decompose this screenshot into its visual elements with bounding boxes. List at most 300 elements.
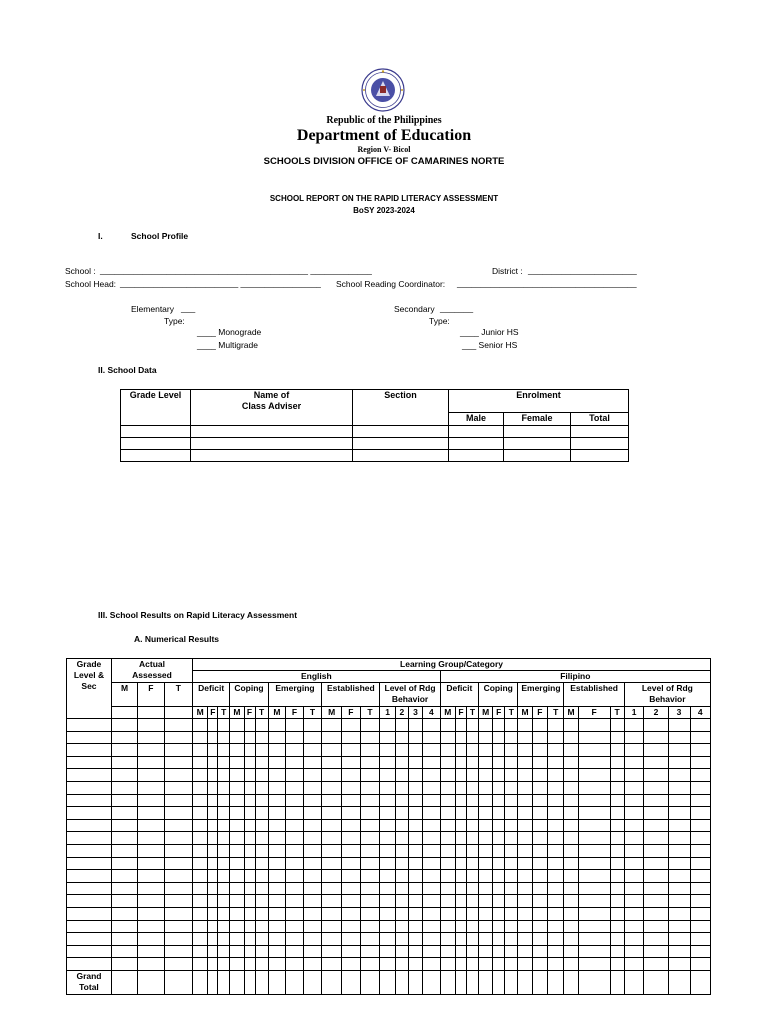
table-cell[interactable] [624, 769, 644, 782]
table-cell[interactable] [423, 832, 441, 845]
table-cell[interactable] [440, 907, 455, 920]
table-cell[interactable] [624, 882, 644, 895]
table-cell[interactable] [67, 844, 112, 857]
table-cell[interactable] [322, 819, 342, 832]
table-cell[interactable] [505, 933, 518, 946]
table-cell[interactable] [380, 807, 395, 820]
table-cell[interactable] [564, 719, 578, 732]
table-cell[interactable] [164, 781, 193, 794]
table-cell[interactable] [111, 744, 137, 757]
table-cell[interactable] [208, 781, 218, 794]
table-cell[interactable] [342, 958, 361, 971]
table-cell[interactable] [380, 933, 395, 946]
table-cell[interactable] [408, 970, 422, 994]
table-cell[interactable] [193, 920, 208, 933]
table-cell[interactable] [668, 781, 690, 794]
table-cell[interactable] [342, 907, 361, 920]
table-cell[interactable] [255, 958, 268, 971]
table-cell[interactable] [423, 844, 441, 857]
table-cell[interactable] [67, 945, 112, 958]
table-cell[interactable] [564, 756, 578, 769]
table-cell[interactable] [518, 895, 532, 908]
table-cell[interactable] [578, 933, 610, 946]
table-cell[interactable] [322, 832, 342, 845]
table-cell[interactable] [322, 907, 342, 920]
table-cell[interactable] [322, 945, 342, 958]
table-cell[interactable] [380, 970, 395, 994]
table-cell[interactable] [690, 794, 711, 807]
table-cell[interactable] [456, 756, 467, 769]
table-cell[interactable] [644, 933, 668, 946]
table-cell[interactable] [456, 970, 467, 994]
table-cell[interactable] [342, 781, 361, 794]
table-cell[interactable] [440, 882, 455, 895]
table-cell[interactable] [268, 920, 286, 933]
table-cell[interactable] [208, 970, 218, 994]
table-cell[interactable] [624, 819, 644, 832]
table-cell[interactable] [138, 870, 164, 883]
table-cell[interactable] [218, 882, 230, 895]
table-cell[interactable] [493, 958, 505, 971]
table-cell[interactable] [423, 958, 441, 971]
table-cell[interactable] [193, 819, 208, 832]
table-cell[interactable] [360, 731, 380, 744]
table-cell[interactable] [479, 970, 493, 994]
table-cell[interactable] [408, 781, 422, 794]
table-cell[interactable] [564, 731, 578, 744]
table-cell[interactable] [230, 781, 244, 794]
table-cell[interactable] [644, 882, 668, 895]
table-cell[interactable] [380, 819, 395, 832]
table-cell[interactable] [423, 781, 441, 794]
table-cell[interactable] [440, 731, 455, 744]
table-cell[interactable] [456, 794, 467, 807]
table-cell[interactable] [380, 870, 395, 883]
table-cell[interactable] [395, 895, 408, 908]
table-cell[interactable] [164, 731, 193, 744]
table-cell[interactable] [218, 857, 230, 870]
table-cell[interactable] [255, 781, 268, 794]
table-cell[interactable] [423, 970, 441, 994]
table-cell[interactable] [193, 882, 208, 895]
table-cell[interactable] [548, 933, 564, 946]
table-cell[interactable] [230, 719, 244, 732]
table-cell[interactable] [690, 958, 711, 971]
table-cell[interactable] [286, 794, 304, 807]
table-cell[interactable] [423, 807, 441, 820]
table-cell[interactable] [578, 958, 610, 971]
table-cell[interactable] [505, 719, 518, 732]
table-cell[interactable] [303, 807, 322, 820]
table-cell[interactable] [380, 958, 395, 971]
table-cell[interactable] [548, 870, 564, 883]
table-cell[interactable] [456, 945, 467, 958]
table-cell[interactable] [610, 844, 624, 857]
table-cell[interactable] [505, 857, 518, 870]
table-cell[interactable] [548, 920, 564, 933]
table-cell[interactable] [423, 870, 441, 883]
table-cell[interactable] [360, 819, 380, 832]
table-cell[interactable] [380, 769, 395, 782]
table-cell[interactable] [121, 450, 191, 462]
table-cell[interactable] [193, 844, 208, 857]
table-cell[interactable] [564, 832, 578, 845]
table-cell[interactable] [479, 958, 493, 971]
table-cell[interactable] [67, 832, 112, 845]
table-cell[interactable] [208, 933, 218, 946]
table-cell[interactable] [286, 781, 304, 794]
table-cell[interactable] [244, 958, 255, 971]
table-cell[interactable] [164, 882, 193, 895]
table-cell[interactable] [342, 769, 361, 782]
table-cell[interactable] [286, 844, 304, 857]
table-cell[interactable] [286, 882, 304, 895]
table-cell[interactable] [255, 719, 268, 732]
table-cell[interactable] [564, 819, 578, 832]
table-cell[interactable] [578, 794, 610, 807]
table-cell[interactable] [408, 769, 422, 782]
table-cell[interactable] [423, 794, 441, 807]
table-cell[interactable] [303, 970, 322, 994]
table-cell[interactable] [408, 719, 422, 732]
table-cell[interactable] [360, 920, 380, 933]
table-cell[interactable] [466, 920, 478, 933]
table-cell[interactable] [505, 744, 518, 757]
table-cell[interactable] [138, 731, 164, 744]
table-cell[interactable] [578, 819, 610, 832]
table-cell[interactable] [505, 970, 518, 994]
table-cell[interactable] [505, 945, 518, 958]
table-cell[interactable] [255, 819, 268, 832]
table-cell[interactable] [571, 426, 629, 438]
table-cell[interactable] [668, 719, 690, 732]
table-cell[interactable] [610, 719, 624, 732]
table-cell[interactable] [244, 744, 255, 757]
table-cell[interactable] [322, 857, 342, 870]
table-cell[interactable] [548, 744, 564, 757]
table-cell[interactable] [191, 426, 353, 438]
table-cell[interactable] [360, 933, 380, 946]
table-cell[interactable] [548, 832, 564, 845]
table-cell[interactable] [578, 807, 610, 820]
table-cell[interactable] [342, 882, 361, 895]
table-cell[interactable] [668, 945, 690, 958]
table-cell[interactable] [164, 744, 193, 757]
table-cell[interactable] [111, 794, 137, 807]
table-cell[interactable] [456, 819, 467, 832]
table-cell[interactable] [208, 958, 218, 971]
table-cell[interactable] [668, 857, 690, 870]
table-cell[interactable] [493, 933, 505, 946]
table-cell[interactable] [342, 895, 361, 908]
table-cell[interactable] [255, 794, 268, 807]
table-cell[interactable] [218, 958, 230, 971]
table-cell[interactable] [111, 844, 137, 857]
table-cell[interactable] [644, 857, 668, 870]
table-cell[interactable] [395, 744, 408, 757]
table-cell[interactable] [255, 832, 268, 845]
table-cell[interactable] [303, 882, 322, 895]
table-cell[interactable] [164, 807, 193, 820]
table-cell[interactable] [408, 744, 422, 757]
table-cell[interactable] [193, 832, 208, 845]
table-cell[interactable] [322, 882, 342, 895]
table-cell[interactable] [218, 933, 230, 946]
table-cell[interactable] [360, 970, 380, 994]
table-cell[interactable] [286, 731, 304, 744]
table-cell[interactable] [342, 832, 361, 845]
table-cell[interactable] [479, 807, 493, 820]
table-cell[interactable] [449, 426, 504, 438]
table-cell[interactable] [138, 794, 164, 807]
table-cell[interactable] [342, 844, 361, 857]
table-cell[interactable] [230, 907, 244, 920]
table-cell[interactable] [255, 744, 268, 757]
table-cell[interactable] [466, 819, 478, 832]
junior-hs-option[interactable]: ____ Junior HS [460, 327, 519, 337]
table-cell[interactable] [380, 719, 395, 732]
table-cell[interactable] [532, 794, 547, 807]
table-cell[interactable] [164, 907, 193, 920]
table-cell[interactable] [111, 781, 137, 794]
table-cell[interactable] [322, 870, 342, 883]
table-cell[interactable] [408, 870, 422, 883]
table-cell[interactable] [111, 933, 137, 946]
table-cell[interactable] [360, 895, 380, 908]
table-cell[interactable] [395, 756, 408, 769]
table-cell[interactable] [505, 832, 518, 845]
table-cell[interactable] [322, 794, 342, 807]
table-cell[interactable] [255, 769, 268, 782]
table-cell[interactable] [423, 719, 441, 732]
table-cell[interactable] [193, 895, 208, 908]
table-cell[interactable] [578, 731, 610, 744]
table-cell[interactable] [342, 719, 361, 732]
table-cell[interactable] [610, 945, 624, 958]
table-cell[interactable] [624, 907, 644, 920]
table-cell[interactable] [208, 895, 218, 908]
table-cell[interactable] [504, 426, 571, 438]
table-cell[interactable] [111, 958, 137, 971]
table-cell[interactable] [624, 970, 644, 994]
table-cell[interactable] [303, 781, 322, 794]
table-cell[interactable] [423, 907, 441, 920]
table-cell[interactable] [408, 807, 422, 820]
table-cell[interactable] [244, 933, 255, 946]
table-cell[interactable] [218, 895, 230, 908]
table-cell[interactable] [440, 958, 455, 971]
table-cell[interactable] [138, 769, 164, 782]
table-cell[interactable] [218, 945, 230, 958]
table-cell[interactable] [111, 945, 137, 958]
table-cell[interactable] [67, 870, 112, 883]
table-cell[interactable] [466, 958, 478, 971]
table-cell[interactable] [380, 781, 395, 794]
table-cell[interactable] [449, 438, 504, 450]
table-cell[interactable] [493, 744, 505, 757]
table-cell[interactable] [548, 731, 564, 744]
table-cell[interactable] [303, 920, 322, 933]
table-cell[interactable] [395, 920, 408, 933]
table-cell[interactable] [466, 907, 478, 920]
table-cell[interactable] [380, 832, 395, 845]
table-cell[interactable] [479, 731, 493, 744]
table-cell[interactable] [548, 907, 564, 920]
table-cell[interactable] [690, 731, 711, 744]
table-cell[interactable] [286, 719, 304, 732]
table-cell[interactable] [668, 920, 690, 933]
table-cell[interactable] [164, 870, 193, 883]
table-cell[interactable] [466, 844, 478, 857]
table-cell[interactable] [322, 807, 342, 820]
table-cell[interactable] [268, 794, 286, 807]
table-cell[interactable] [423, 882, 441, 895]
table-cell[interactable] [624, 731, 644, 744]
table-cell[interactable] [532, 719, 547, 732]
table-cell[interactable] [466, 731, 478, 744]
table-cell[interactable] [408, 844, 422, 857]
table-cell[interactable] [479, 870, 493, 883]
table-cell[interactable] [255, 907, 268, 920]
table-cell[interactable] [423, 731, 441, 744]
table-cell[interactable] [690, 970, 711, 994]
table-cell[interactable] [286, 769, 304, 782]
table-cell[interactable] [518, 907, 532, 920]
table-cell[interactable] [268, 731, 286, 744]
table-cell[interactable] [244, 844, 255, 857]
table-cell[interactable] [518, 832, 532, 845]
table-cell[interactable] [322, 844, 342, 857]
table-cell[interactable] [578, 857, 610, 870]
table-cell[interactable] [532, 781, 547, 794]
table-cell[interactable] [67, 920, 112, 933]
table-cell[interactable] [479, 882, 493, 895]
table-cell[interactable] [111, 882, 137, 895]
table-cell[interactable] [690, 844, 711, 857]
table-cell[interactable] [493, 719, 505, 732]
table-cell[interactable] [193, 970, 208, 994]
table-cell[interactable] [571, 438, 629, 450]
table-cell[interactable] [456, 958, 467, 971]
table-cell[interactable] [164, 756, 193, 769]
table-cell[interactable] [578, 970, 610, 994]
table-cell[interactable] [456, 781, 467, 794]
table-cell[interactable] [456, 744, 467, 757]
table-cell[interactable] [268, 844, 286, 857]
table-cell[interactable] [208, 832, 218, 845]
table-cell[interactable] [408, 832, 422, 845]
table-cell[interactable] [493, 870, 505, 883]
table-cell[interactable] [456, 933, 467, 946]
table-cell[interactable] [456, 882, 467, 895]
table-cell[interactable] [610, 857, 624, 870]
table-cell[interactable] [193, 781, 208, 794]
table-cell[interactable] [668, 907, 690, 920]
table-cell[interactable] [360, 907, 380, 920]
table-cell[interactable] [518, 945, 532, 958]
table-cell[interactable] [191, 450, 353, 462]
table-cell[interactable] [230, 819, 244, 832]
table-cell[interactable] [111, 895, 137, 908]
table-cell[interactable] [479, 945, 493, 958]
table-cell[interactable] [342, 970, 361, 994]
table-cell[interactable] [322, 744, 342, 757]
table-cell[interactable] [440, 794, 455, 807]
table-cell[interactable] [67, 781, 112, 794]
table-cell[interactable] [342, 920, 361, 933]
table-cell[interactable] [610, 970, 624, 994]
table-cell[interactable] [493, 756, 505, 769]
table-cell[interactable] [67, 744, 112, 757]
table-cell[interactable] [380, 920, 395, 933]
table-cell[interactable] [479, 819, 493, 832]
table-cell[interactable] [111, 870, 137, 883]
table-cell[interactable] [67, 769, 112, 782]
table-cell[interactable] [208, 857, 218, 870]
table-cell[interactable] [548, 769, 564, 782]
table-cell[interactable] [218, 907, 230, 920]
table-cell[interactable] [138, 819, 164, 832]
table-cell[interactable] [268, 970, 286, 994]
table-cell[interactable] [322, 731, 342, 744]
table-cell[interactable] [67, 756, 112, 769]
table-cell[interactable] [342, 731, 361, 744]
table-cell[interactable] [624, 933, 644, 946]
table-cell[interactable] [193, 769, 208, 782]
table-cell[interactable] [208, 882, 218, 895]
table-cell[interactable] [286, 819, 304, 832]
table-cell[interactable] [610, 882, 624, 895]
table-cell[interactable] [164, 719, 193, 732]
table-cell[interactable] [255, 895, 268, 908]
table-cell[interactable] [408, 857, 422, 870]
table-cell[interactable] [548, 945, 564, 958]
table-cell[interactable] [138, 933, 164, 946]
table-cell[interactable] [505, 769, 518, 782]
table-cell[interactable] [244, 907, 255, 920]
table-cell[interactable] [395, 933, 408, 946]
table-cell[interactable] [456, 731, 467, 744]
table-cell[interactable] [303, 933, 322, 946]
table-cell[interactable] [322, 756, 342, 769]
table-cell[interactable] [286, 970, 304, 994]
table-cell[interactable] [138, 907, 164, 920]
table-cell[interactable] [466, 756, 478, 769]
table-cell[interactable] [548, 756, 564, 769]
table-cell[interactable] [564, 882, 578, 895]
table-cell[interactable] [624, 857, 644, 870]
table-cell[interactable] [532, 958, 547, 971]
table-cell[interactable] [624, 870, 644, 883]
table-cell[interactable] [518, 819, 532, 832]
table-cell[interactable] [303, 844, 322, 857]
table-cell[interactable] [466, 744, 478, 757]
table-cell[interactable] [121, 438, 191, 450]
table-cell[interactable] [479, 857, 493, 870]
table-cell[interactable] [505, 807, 518, 820]
table-cell[interactable] [479, 895, 493, 908]
table-cell[interactable] [230, 744, 244, 757]
table-cell[interactable] [193, 731, 208, 744]
table-cell[interactable] [244, 870, 255, 883]
table-cell[interactable] [690, 781, 711, 794]
table-cell[interactable] [342, 807, 361, 820]
table-cell[interactable] [624, 744, 644, 757]
table-cell[interactable] [548, 882, 564, 895]
table-cell[interactable] [690, 907, 711, 920]
table-cell[interactable] [255, 870, 268, 883]
table-cell[interactable] [193, 807, 208, 820]
